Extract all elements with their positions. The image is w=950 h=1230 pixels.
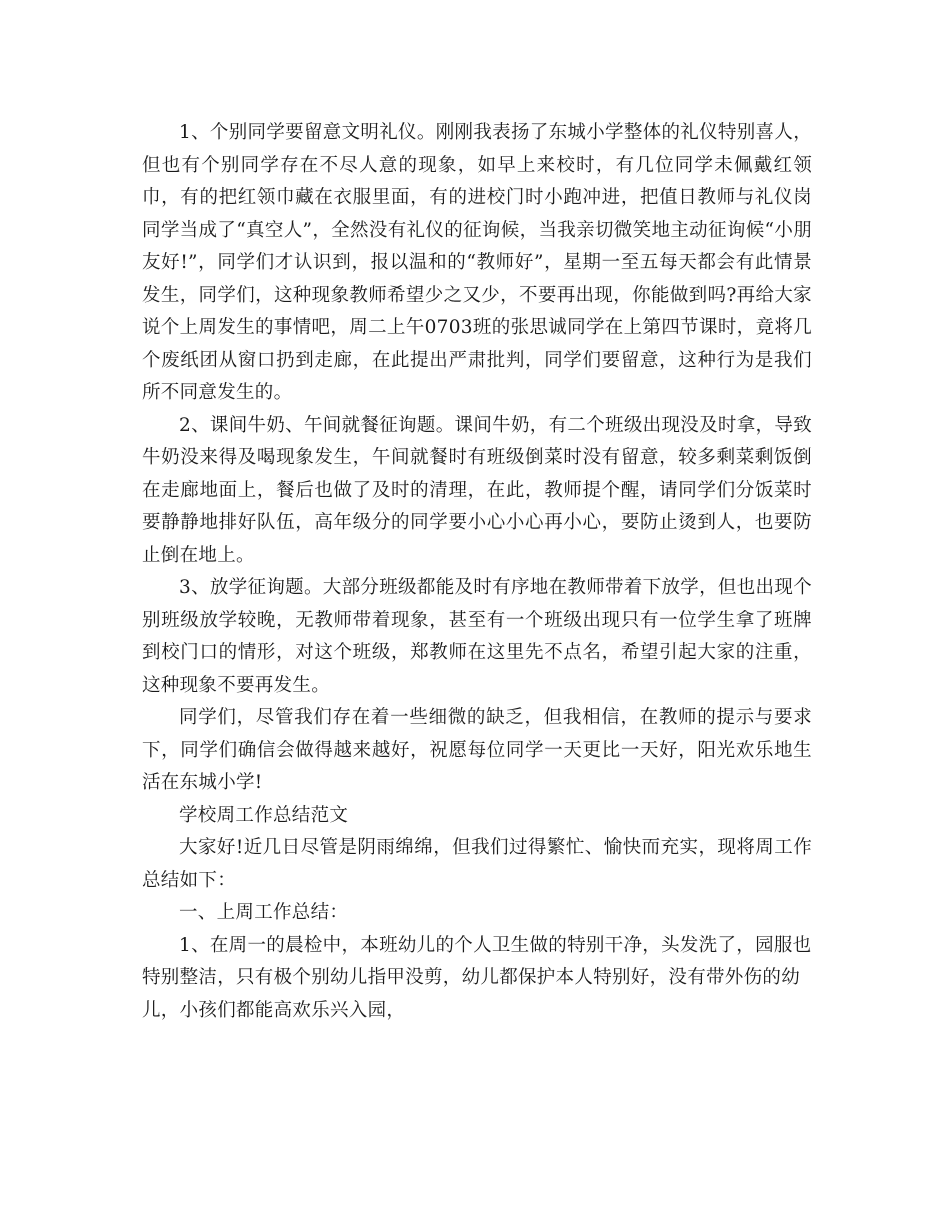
section-heading: 一、上周工作总结： [179,902,349,923]
paragraph-milk-lunch: 2、课间牛奶、午间就餐征询题。课间牛奶，有二个班级出现没及时拿，导致牛奶没来得及喝现象发生，午间就餐时有班级倒菜时没有留意，较多剩菜剩饭倒在走廊地面上，餐后也做了及时的清理，在此，教师提个醒，请同学们分饭菜时要静静地排好队伍，高年级分的同学要小心小心再小心，要防止烫到人，也要防止倒在地上。 [142,414,812,566]
paragraph-dismissal: 3、放学征询题。大部分班级都能及时有序地在教师带着下放学，但也出现个别班级放学较晚，无教师带着现象，甚至有一个班级出现只有一位学生拿了班牌到校门口的情形，对这个班级，郑教师在这里先不点名，希望引起大家的注重，这种现象不要再发生。 [142,577,812,696]
paragraph-morning-check: 1、在周一的晨检中，本班幼儿的个人卫生做的特别干净，头发洗了，园服也特别整洁，只有极个别幼儿指甲没剪，幼儿都保护本人特别好，没有带外伤的幼儿，小孩们都能高欢乐兴入园， [142,934,812,1021]
paragraph-etiquette: 1、个别同学要留意文明礼仪。刚刚我表扬了东城小学整体的礼仪特别喜人，但也有个别同学存在不尽人意的现象，如早上来校时，有几位同学未佩戴红领巾，有的把红领巾藏在衣服里面，有的进校门时小跑冲进，把值日教师与礼仪岗同学当成了“真空人”，全然没有礼仪的征询候，当我亲切微笑地主动征询候“小朋友好!”，同学们才认识到，报以温和的“教师好”，星期一至五每天都会有此情景发生，同学们，这种现象教师希望少之又少，不要再出现，你能做到吗?再给大家说个上周发生的事情吧，周二上午0703班的张思诚同学在上第四节课时，竟将几个废纸团从窗口扔到走廊，在此提出严肃批判，同学们要留意，这种行为是我们所不同意发生的。 [142,122,812,403]
document-body [142,117,812,1027]
section-title: 学校周工作总结范文 [179,804,349,826]
paragraph-closing: 同学们，尽管我们存在着一些细微的缺乏，但我相信，在教师的提示与要求下，同学们确信会做得越来越好，祝愿每位同学一天更比一天好，阳光欢乐地生活在东城小学! [142,707,812,793]
paragraph-greeting: 大家好!近几日尽管是阴雨绵绵，但我们过得繁忙、愉快而充实，现将周工作总结如下： [142,837,812,891]
